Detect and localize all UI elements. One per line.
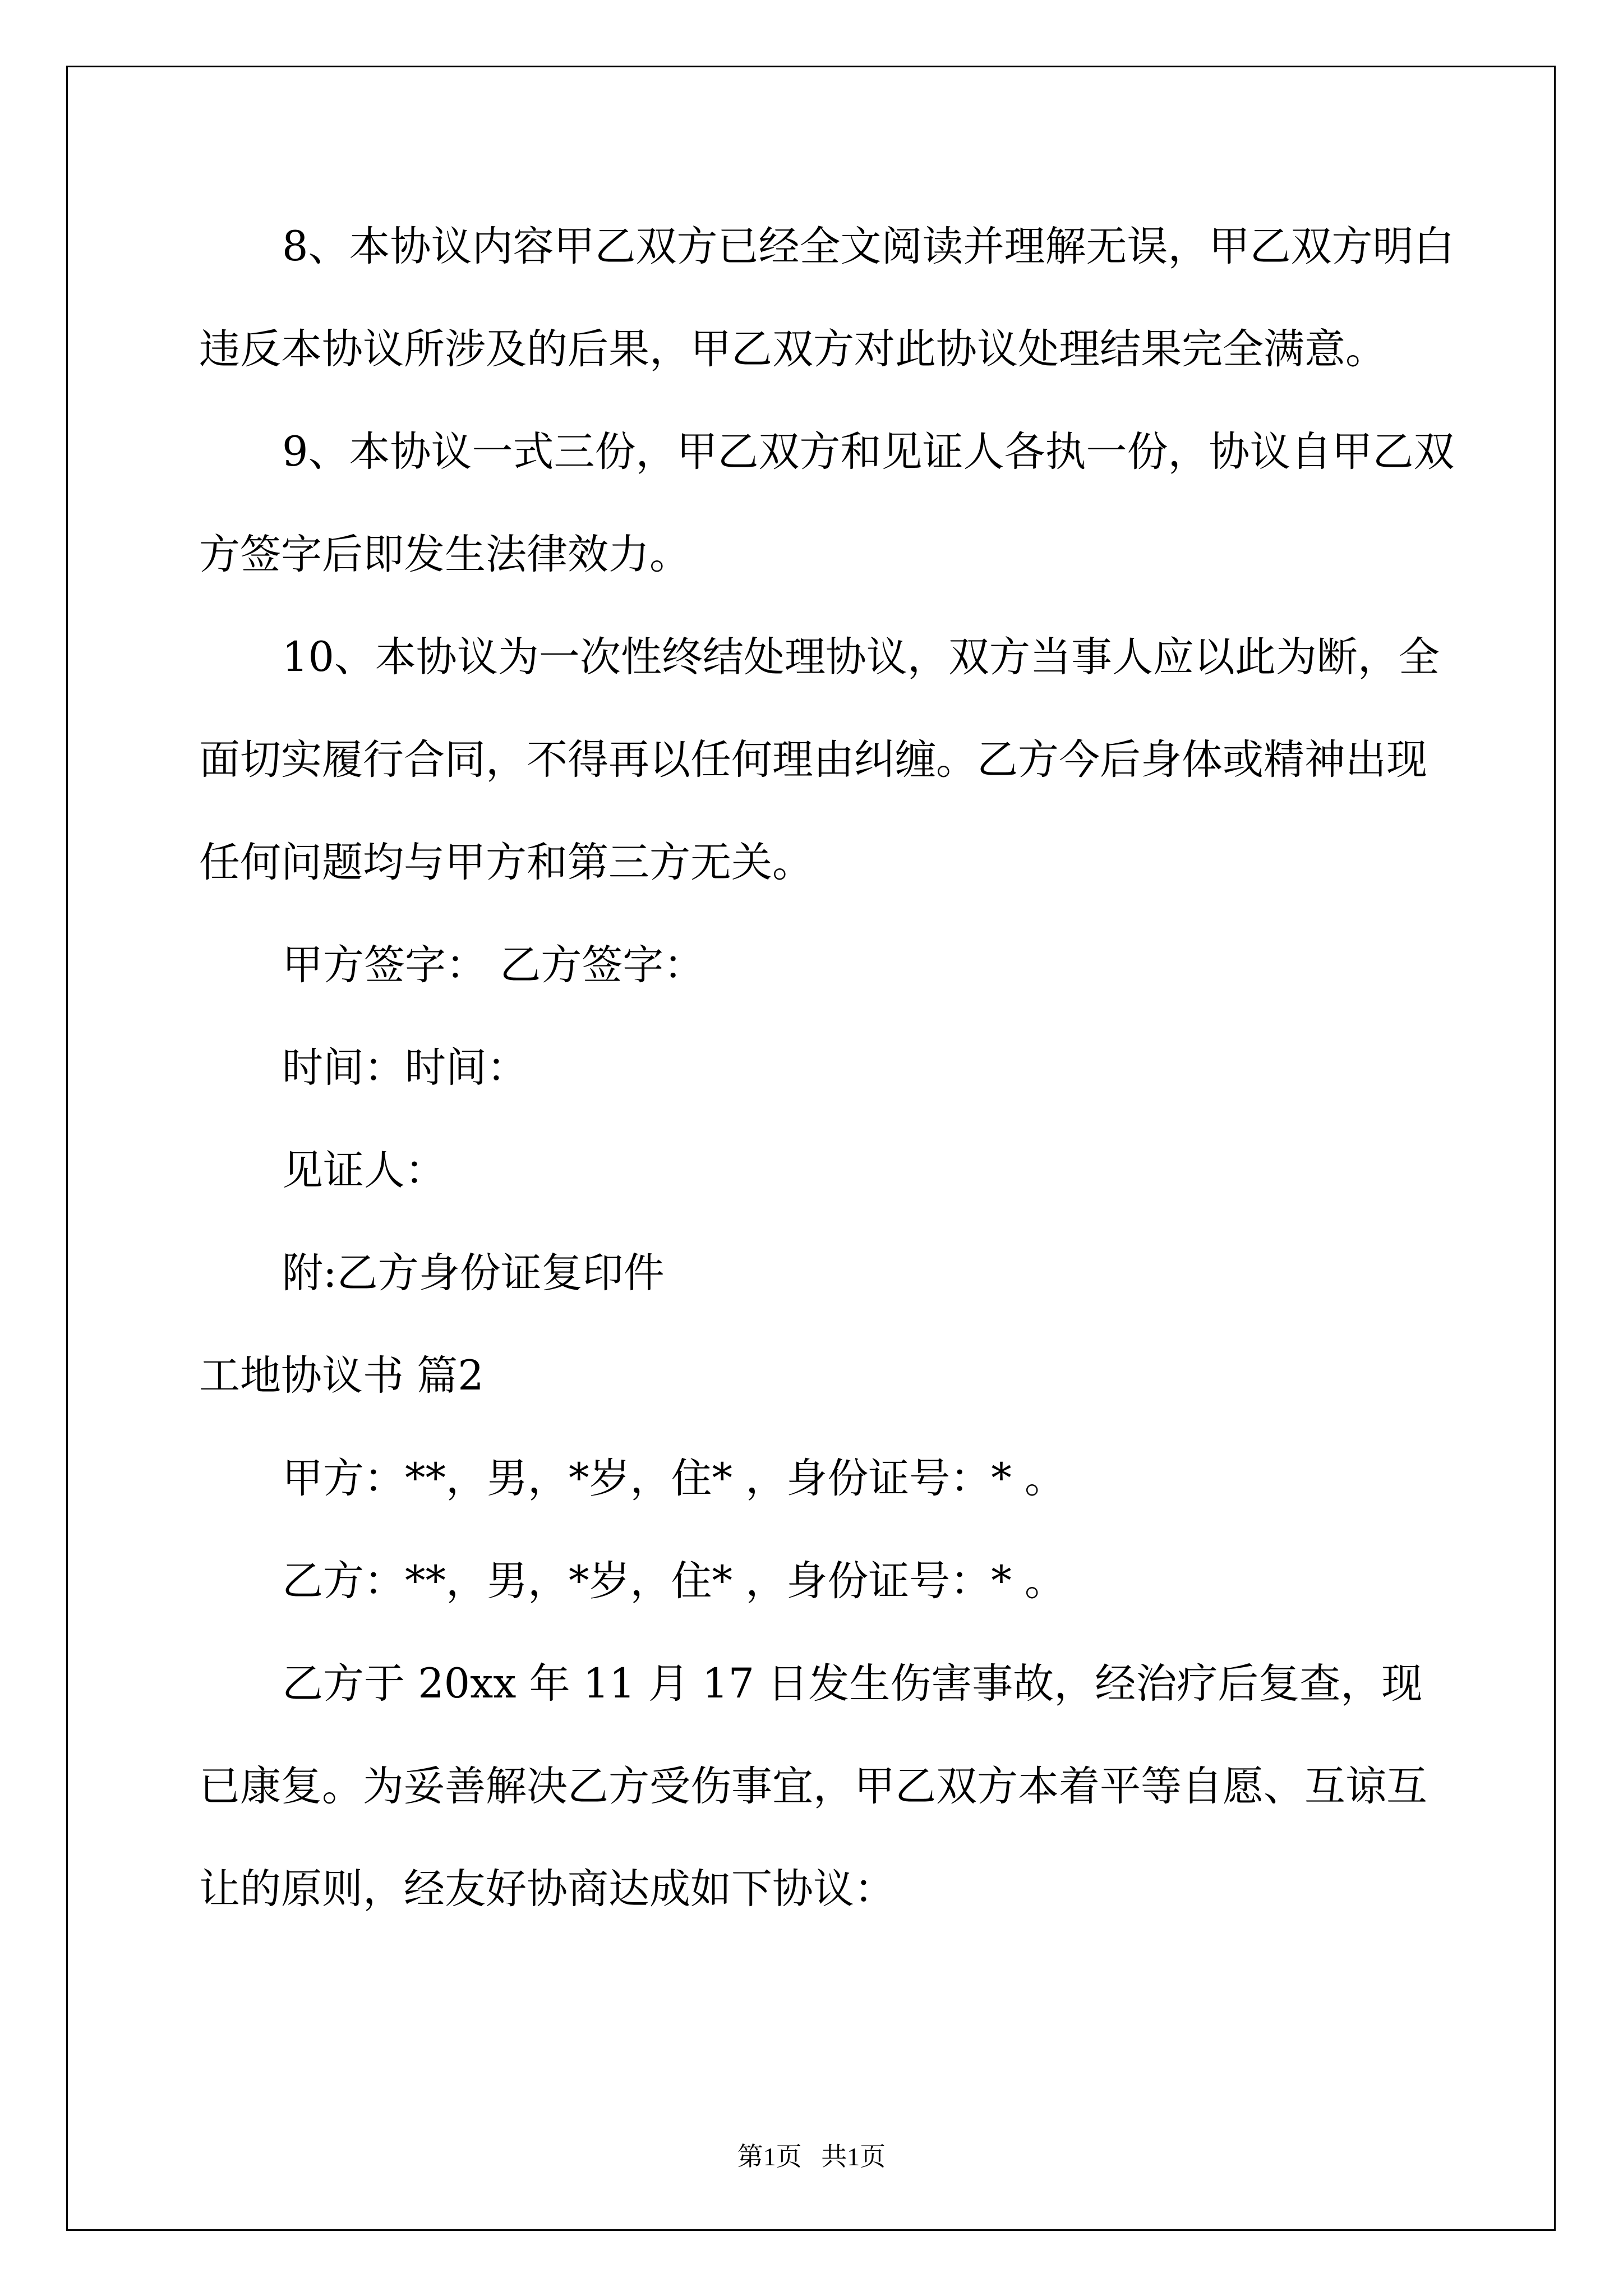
- clause-8-line-1: 8、本协议内容甲乙双方已经全文阅读并理解无误，甲乙双方明白: [282, 223, 1455, 270]
- clause-10-line-2: 面切实履行合同，不得再以任何理由纠缠。乙方今后身体或精神出现: [199, 736, 1427, 784]
- clause-10-line-3: 任何问题均与甲方和第三方无关。: [199, 839, 813, 886]
- page-footer: 第1页 共1页: [737, 2142, 886, 2171]
- clause-8-line-2: 违反本协议所涉及的后果，甲乙双方对此协议处理结果完全满意。: [199, 325, 1386, 373]
- party-a-line: 甲方：**，男，*岁，住* ，身份证号：* 。: [282, 1455, 1066, 1502]
- witness-line: 见证人：: [282, 1147, 446, 1194]
- attachment-line: 附:乙方身份证复印件: [282, 1249, 665, 1297]
- incident-line-3: 让的原则，经友好协商达成如下协议：: [199, 1865, 895, 1913]
- signature-line: 甲方签字： 乙方签字：: [282, 941, 705, 989]
- section-heading: 工地协议书 篇2: [199, 1352, 484, 1400]
- incident-line-2: 已康复。为妥善解决乙方受伤事宜，甲乙双方本着平等自愿、互谅互: [199, 1763, 1427, 1810]
- clause-10-line-1: 10、本协议为一次性终结处理协议，双方当事人应以此为断，全: [282, 633, 1440, 681]
- clause-9-line-1: 9、本协议一式三份，甲乙双方和见证人各执一份，协议自甲乙双: [282, 428, 1455, 476]
- incident-line-1: 乙方于 20xx 年 11 月 17 日发生伤害事故，经治疗后复查，现: [282, 1660, 1423, 1708]
- date-line: 时间：时间：: [282, 1044, 528, 1092]
- clause-9-line-2: 方签字后即发生法律效力。: [199, 531, 690, 578]
- party-b-line: 乙方：**，男，*岁，住* ，身份证号：* 。: [282, 1557, 1066, 1605]
